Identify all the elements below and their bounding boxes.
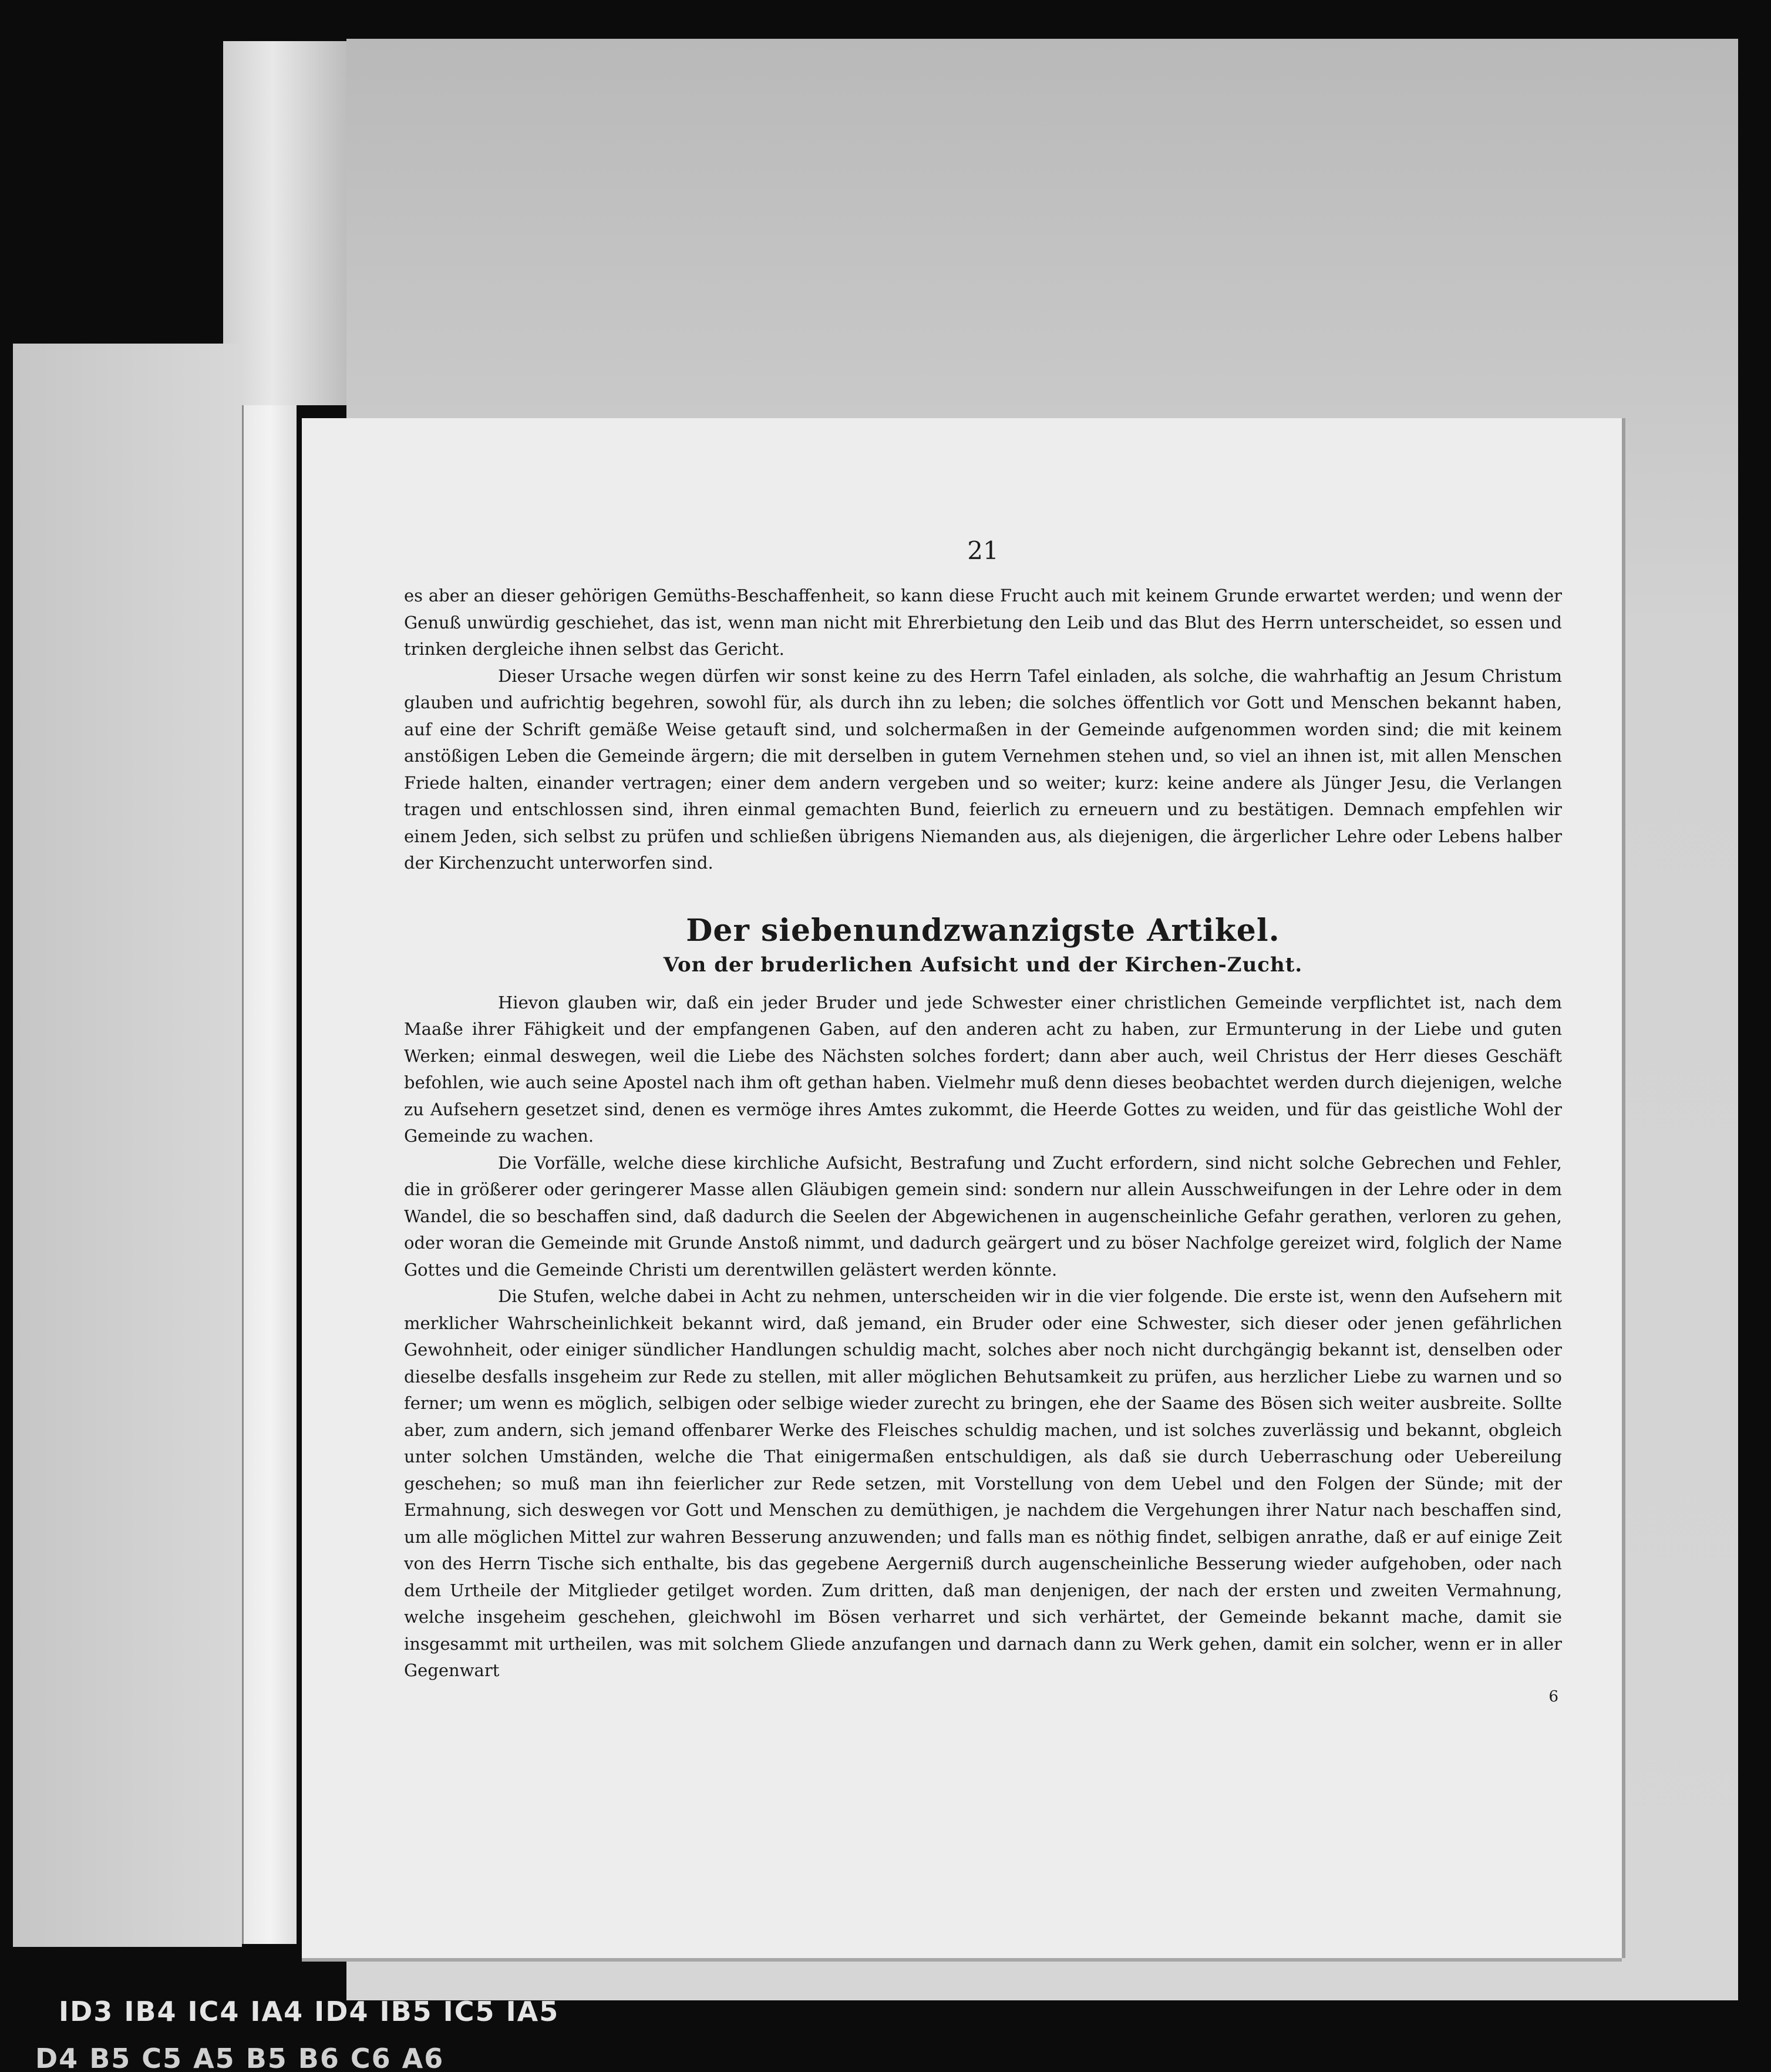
article-title: Der siebenundzwanzigste Artikel. bbox=[686, 912, 1280, 948]
article-subtitle: Von der bruderlichen Aufsicht und der Kirchen-Zucht. bbox=[663, 953, 1303, 977]
paragraph: Die Vorfälle, welche diese kirchliche Aufsicht, Bestrafung und Zucht erfordern, sind nicht solche Gebrechen und Fehler, die in größerer oder geringerer Masse allen Gläubigen gemein sind: sondern nur allein Ausschweifungen in der Lehre oder in dem Wandel, die so beschaffen sind, daß dadurch die Seelen der Abgewichenen in augenscheinliche Gefahr gerathen, verloren zu gehen, oder woran die Gemeinde mit Grunde Anstoß nimmt, und dadurch geärgert und zu böser Nachfolge gereizet wird, folglich der Name Gottes und die Gemeinde Christi um derentwillen gelästert werden könnte. bbox=[404, 1152, 1562, 1280]
signature-mark: 6 bbox=[1548, 1687, 1558, 1706]
paragraph: es aber an dieser gehörigen Gemüths-Beschaffenheit, so kann diese Frucht auch mit keinem Grunde erwartet werden; und wenn der Genuß unwürdig geschiehet, das ist, wenn man nicht mit Ehrerbietung den Leib und das Blut des Herrn unterscheidet, so essen und trinken dergleiche ihnen selbst das Gericht. bbox=[404, 586, 1562, 659]
paragraph: Dieser Ursache wegen dürfen wir sonst keine zu des Herrn Tafel einladen, als solche, die wahrhaftig an Jesum Christum glauben und aufrichtig begehren, sowohl für, als durch ihn zu leben; die solches öffentlich vor Gott und Menschen bekannt haben, auf eine der Schrift gemäße Weise getauft sind, und solchermaßen in der Gemeinde aufgenommen worden sind; die mit keinem anstößigen Leben die Gemeinde ärgern; die mit derselben in gutem Vernehmen stehen und, so viel an ihnen ist, mit allen Menschen Friede halten, einander vertragen; einer dem andern vergeben und so weiter; kurz: keine andere als Jünger Jesu, die Verlangen tragen und entschlossen sind, ihren einmal gemachten Bund, feierlich zu erneuern und zu bestätigen. Demnach empfehlen wir einem Jeden, sich selbst zu prüfen und schließen übrigens Niemanden aus, als diejenigen, die ärgerlicher Lehre oder Lebens halber der Kirchenzucht unterworfen sind. bbox=[404, 665, 1562, 873]
left-page-edge bbox=[13, 344, 242, 1947]
filing-codes-row-1: ID3 IB4 IC4 IA4 ID4 IB5 IC5 IA5 bbox=[59, 1996, 560, 2027]
left-page-fold bbox=[242, 405, 297, 1944]
filing-codes-row-2: D4 B5 C5 A5 B5 B6 C6 A6 bbox=[35, 2043, 445, 2072]
page-content bbox=[404, 536, 1562, 1709]
document-page bbox=[302, 418, 1622, 1958]
paragraph: Die Stufen, welche dabei in Acht zu nehmen, unterscheiden wir in die vier folgende. Die erste ist, wenn den Aufsehern mit merklicher Wahrscheinlichkeit bekannt wird, daß jemand, ein Bruder oder eine Schwester, sich dieser oder jenen gefährlichen Gewohnheit, oder einiger sündlicher Handlungen schuldig macht, solches aber noch nicht durchgängig bekannt ist, denselben oder dieselbe desfalls insgeheim zur Rede zu stellen, mit aller möglichen Behutsamkeit zu prüfen, aus herzlicher Liebe zu warnen und so ferner; um wenn es möglich, selbigen oder selbige wieder zurecht zu bringen, ehe der Saame des Bösen sich weiter ausbreite. Sollte aber, zum andern, sich jemand offenbarer Werke des Fleisches schuldig machen, und ist solches zuverlässig und bekannt, obgleich unter solchen Umständen, welche die That einigermaßen entschuldigen, als daß sie durch Ueberraschung oder Uebereilung geschehen; so muß man ihn feierlicher zur Rede setzen, mit Vorstellung von dem Uebel und den Folgen der Sünde; mit der Ermahnung, sich deswegen vor Gott und Menschen zu demüthigen, je nachdem die Vergehungen ihrer Natur nach beschaffen sind, um alle möglichen Mittel zur wahren Besserung anzuwenden; und falls man es nöthig findet, selbigen anrathe, daß er auf einige Zeit von des Herrn Tische sich enthalte, bis das gegebene Aergerniß durch augenscheinliche Besserung wieder aufgehoben, oder nach dem Urtheile der Mitglieder getilget worden. Zum dritten, daß man denjenigen, der nach der ersten und zweiten Vermahnung, welche insgeheim geschehen, gleichwohl im Bösen verharret und sich verhärtet, der Gemeinde bekannt mache, damit sie insgesammt mit urtheilen, was mit solchem Gliede anzufangen und darnach dann zu Werk gehen, damit ein solcher, wenn er in aller Gegenwart bbox=[404, 1286, 1562, 1680]
page-number: 21 bbox=[967, 536, 999, 565]
paragraph: Hievon glauben wir, daß ein jeder Bruder und jede Schwester einer christlichen Gemeinde verpflichtet ist, nach dem Maaße ihrer Fähigkeit und der empfangenen Gaben, auf den anderen acht zu haben, zur Ermunterung in der Liebe und guten Werken; einmal deswegen, weil die Liebe des Nächsten solches fordert; dann aber auch, weil Christus der Herr dieses Geschäft befohlen, wie auch seine Apostel nach ihm oft gethan haben. Vielmehr muß denn dieses beobachtet werden durch diejenigen, welche zu Aufsehern gesetzet sind, denen es vermöge ihres Amtes zukommt, die Heerde Gottes zu weiden, und für das geistliche Wohl der Gemeinde zu wachen. bbox=[404, 992, 1562, 1146]
